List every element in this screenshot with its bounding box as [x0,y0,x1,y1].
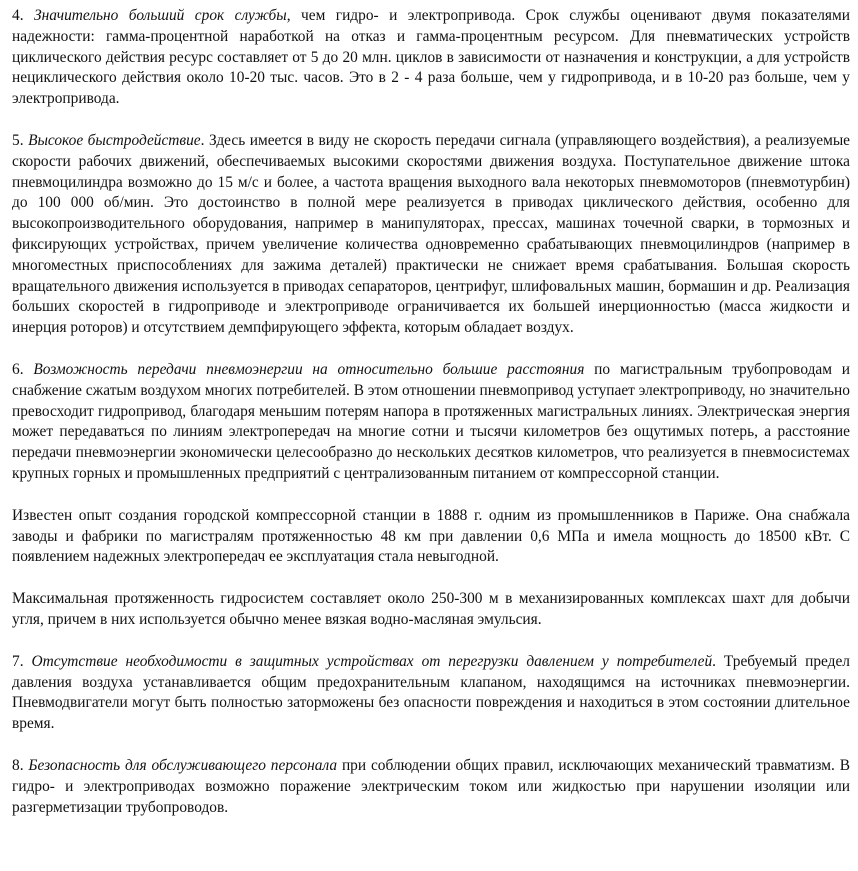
item-text: , чем гидро- и электропривода. Срок службы оценивают двумя показателями надежности: гамма-процентной наработкой на отказ и гамма-процентным ресурсом. Для пневматических устройств циклического действия ресурс составляет от 5 до 20 млн. циклов в зависимости от назначения и конструкции, а для устройств нециклического действия около 10-20 тыс. часов. Это в 2 - 4 раза больше, чем у гидропривода, и в 10-20 раз больше, чем у электропривода. [12,7,850,108]
item-text: при соблюдении общих правил, исключающих механический травматизм. В гидро- и электроприводах возможно поражение электрическим током или жидкостью при нарушении изоляции или разгерметизации трубопроводов. [12,756,850,816]
item-text: . Требуемый предел давления воздуха устанавливается общим предохранительным клапаном, находящимся на источниках пневмоэнергии. Пневмодвигатели могут быть полностью заторможены без опасности повреждения и находиться в этом состоянии длительное время. [12,652,850,733]
item-heading: Отсутствие необходимости в защитных устройствах от перегрузки давлением у потребителей [31,652,713,670]
item-text: по магистральным трубопроводам и снабжение сжатым воздухом многих потребителей. В этом отношении пневмопривод уступает электроприводу, но значительно превосходит гидропривод, благодаря меньшим потерям напора в протяженных магистральных линиях. Электрическая энергия может передаваться по линиям электропередач на многие сотни и тысячи километров без ощутимых потерь, а расстояние передачи пневмоэнергии экономически целесообразно до нескольких десятков километров, что реализуется в пневмосистемах крупных горных и промышленных предприятий с централизованным питанием от компрессорной станции. [12,360,850,482]
item-text: . Здесь имеется в виду не скорость передачи сигнала (управляющего воздействия), а реализуемые скорости рабочих движений, обеспечиваемых высокими скоростями движения воздуха. Поступательное движение штока пневмоцилиндра возможно до 15 м/с и более, а частота вращения выходного вала некоторых пневмомоторов (пневмотурбин) до 100 000 об/мин. Это достоинство в полной мере реализуется в приводах циклического действия, особенно для высокопроизводительного оборудования, например в манипуляторах, прессах, машинах точечной сварки, в тормозных и фиксирующих устройствах, причем увеличение количества одновременно срабатывающих пневмоцилиндров (например в многоместных приспособлениях для зажима деталей) практически не снижает время срабатывания. Большая скорость вращательного движения используется в приводах сепараторов, центрифуг, шлифовальных машин, бормашин и др. Реализация больших скоростей в гидроприводе и электроприводе ограничивается их большей инерционностью (масса жидкости и инерция роторов) и отсутствием демпфирующего эффекта, которым обладает воздух. [12,131,851,337]
paragraph-item-4 [12,6,850,110]
item-number: 8. [12,756,24,774]
paragraph-paris-station [12,506,850,568]
paragraph-hydro-length [12,589,850,631]
item-heading: Безопасность для обслуживающего персонала [28,756,338,774]
paragraph-text: Максимальная протяженность гидросистем составляет около 250-300 м в механизированных комплексах шахт для добычи угля, причем в них используется обычно менее вязкая водно-масляная эмульсия. [12,590,850,628]
paragraph-item-7 [12,652,850,735]
item-heading: Возможность передачи пневмоэнергии на относительно большие расстояния [33,360,585,378]
paragraph-item-8 [12,756,850,818]
item-number: 7. [12,652,24,670]
paragraph-item-5 [12,131,850,339]
item-number: 4. [12,7,24,24]
paragraph-item-6 [12,360,850,485]
item-number: 5. [12,131,24,149]
item-number: 6. [12,360,24,378]
item-heading: Значительно больший срок службы [33,7,287,24]
item-heading: Высокое быстродействие [28,131,201,149]
paragraph-text: Известен опыт создания городской компрессорной станции в 1888 г. одним из промышленников в Париже. Она снабжала заводы и фабрики по магистралям протяженностью 48 км при давлении 0,6 МПа и имела мощность до 18500 кВт. С появлением надежных электропередач ее эксплуатация стала невыгодной. [12,506,850,566]
